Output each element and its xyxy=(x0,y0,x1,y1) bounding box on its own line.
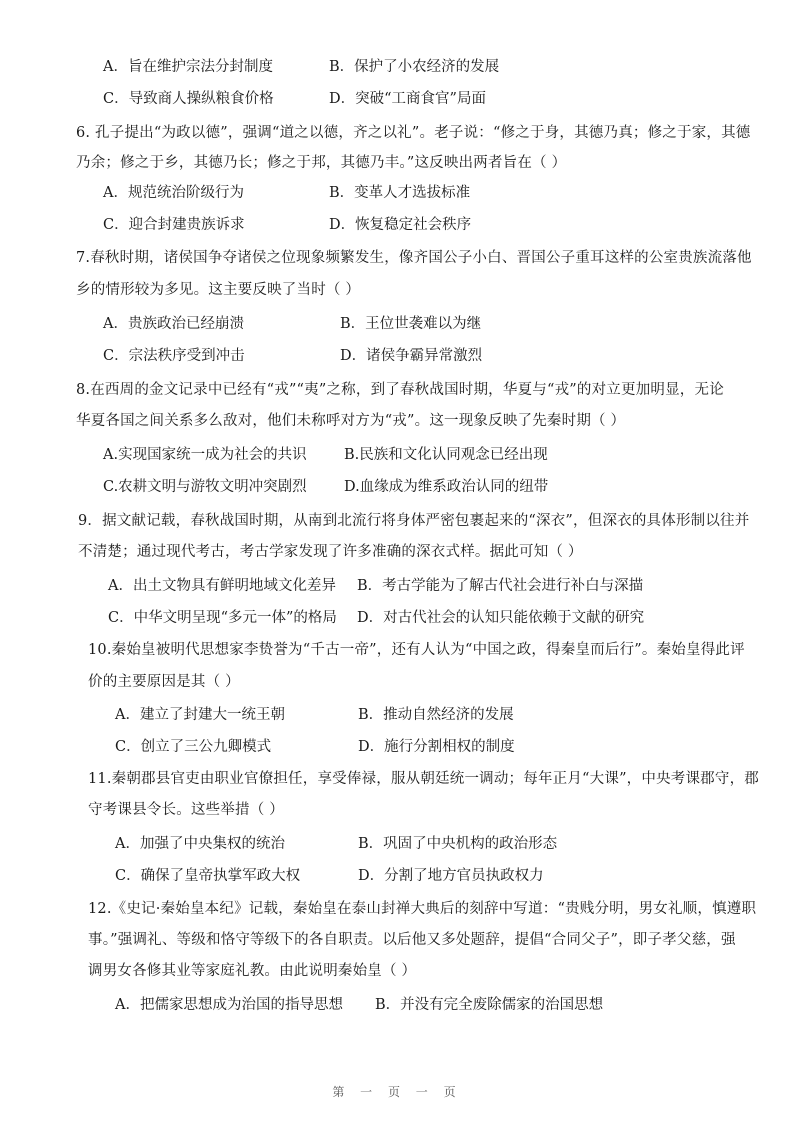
q9-option-a: A．出土文物具有鲜明地域文化差异 xyxy=(108,578,336,594)
q6-option-a: A．规范统治阶级行为 xyxy=(103,185,244,201)
q12-stem-line-3: 调男女各修其业等家庭礼教。由此说明秦始皇（ ） xyxy=(88,963,417,979)
q10-stem-line-1: 10.秦始皇被明代思想家李贽誉为“千古一帝”，还有人认为“中国之政，得秦皇而后行”。秦始皇得此评 xyxy=(88,642,745,658)
q11-stem-line-2: 守考课县令长。这些举措（ ） xyxy=(88,802,284,818)
q8-option-a: A.实现国家统一成为社会的共识 xyxy=(103,447,307,463)
q10-stem-line-2: 价的主要原因是其（ ） xyxy=(88,674,240,690)
q8-option-d: D.血缘成为维系政治认同的纽带 xyxy=(344,479,549,495)
q7-option-c: C．宗法秩序受到冲击 xyxy=(103,348,245,364)
q10-option-c: C．创立了三公九卿模式 xyxy=(115,739,272,755)
q9-option-d: D．对古代社会的认知只能依赖于文献的研究 xyxy=(357,610,645,626)
q6-option-d: D．恢复稳定社会秩序 xyxy=(329,217,472,233)
q8-stem-line-1: 8.在西周的金文记录中已经有“戎”“夷”之称，到了春秋战国时期，华夏与“戎”的对立更加明显，无论 xyxy=(76,382,724,398)
q11-option-d: D．分割了地方官员执政权力 xyxy=(358,868,544,884)
q6-option-c: C．迎合封建贵族诉求 xyxy=(103,217,245,233)
q11-stem-line-1: 11.秦朝郡县官吏由职业官僚担任，享受俸禄，服从朝廷统一调动；每年正月“大课”，中央考课郡守，郡 xyxy=(88,771,759,787)
q9-stem-line-1: 9．据文献记载，春秋战国时期，从南到北流行将身体严密包裹起来的“深衣”，但深衣的具体形制以往并 xyxy=(78,513,750,529)
page-footer: 第 一 页 一 页 xyxy=(332,1085,462,1099)
q11-option-a: A．加强了中央集权的统治 xyxy=(115,836,285,852)
q7-stem-line-2: 乡的情形较为多见。这主要反映了当时（ ） xyxy=(76,282,361,298)
q5-option-d: D．突破“工商食官”局面 xyxy=(329,91,486,107)
q12-stem-line-1: 12.《史记·秦始皇本纪》记载，秦始皇在泰山封禅大典后的刻辞中写道：“贵贱分明，男女礼顺，慎遵职 xyxy=(88,901,757,917)
q8-option-b: B.民族和文化认同观念已经出现 xyxy=(344,447,548,463)
q9-option-b: B．考古学能为了解古代社会进行补白与深描 xyxy=(357,578,644,594)
q12-option-a: A．把儒家思想成为治国的指导思想 xyxy=(115,997,343,1013)
q10-option-d: D．施行分割相权的制度 xyxy=(358,739,515,755)
q8-stem-line-2: 华夏各国之间关系多么敌对，他们未称呼对方为“戎”。这一现象反映了先秦时期（ ） xyxy=(76,413,626,429)
q12-option-b: B．并没有完全废除儒家的治国思想 xyxy=(375,997,604,1013)
q11-option-c: C．确保了皇帝执掌军政大权 xyxy=(115,868,301,884)
q7-option-a: A．贵族政治已经崩溃 xyxy=(103,316,244,332)
q7-option-d: D．诸侯争霸异常激烈 xyxy=(340,348,483,364)
q8-option-c: C.农耕文明与游牧文明冲突剧烈 xyxy=(103,479,307,495)
q6-stem-line-1: 6. 孔子提出“为政以德”，强调“道之以德，齐之以礼”。老子说：“修之于身，其德乃真；修之于家，其德 xyxy=(76,125,751,141)
q7-option-b: B．王位世袭难以为继 xyxy=(340,316,482,332)
q7-stem-line-1: 7.春秋时期，诸侯国争夺诸侯之位现象频繁发生，像齐国公子小白、晋国公子重耳这样的公室贵族流落他 xyxy=(76,250,752,266)
q5-option-b: B．保护了小农经济的发展 xyxy=(329,59,500,75)
q11-option-b: B．巩固了中央机构的政治形态 xyxy=(358,836,558,852)
q10-option-a: A．建立了封建大一统王朝 xyxy=(115,707,285,723)
q12-stem-line-2: 事。”强调礼、等级和恪守等级下的各自职责。以后他又多处题辞，提倡“合同父子”，即子孝父慈，强 xyxy=(88,932,736,948)
q9-stem-line-2: 不清楚；通过现代考古，考古学家发现了许多准确的深衣式样。据此可知（ ） xyxy=(78,544,583,560)
q5-option-a: A．旨在维护宗法分封制度 xyxy=(103,59,273,75)
q6-option-b: B．变革人才选拔标准 xyxy=(329,185,471,201)
q9-option-c: C．中华文明呈现“多元一体”的格局 xyxy=(108,610,337,626)
q6-stem-line-2: 乃余；修之于乡，其德乃长；修之于邦，其德乃丰。”这反映出两者旨在（ ） xyxy=(76,155,567,171)
q5-option-c: C．导致商人操纵粮食价格 xyxy=(103,91,274,107)
q10-option-b: B．推动自然经济的发展 xyxy=(358,707,514,723)
